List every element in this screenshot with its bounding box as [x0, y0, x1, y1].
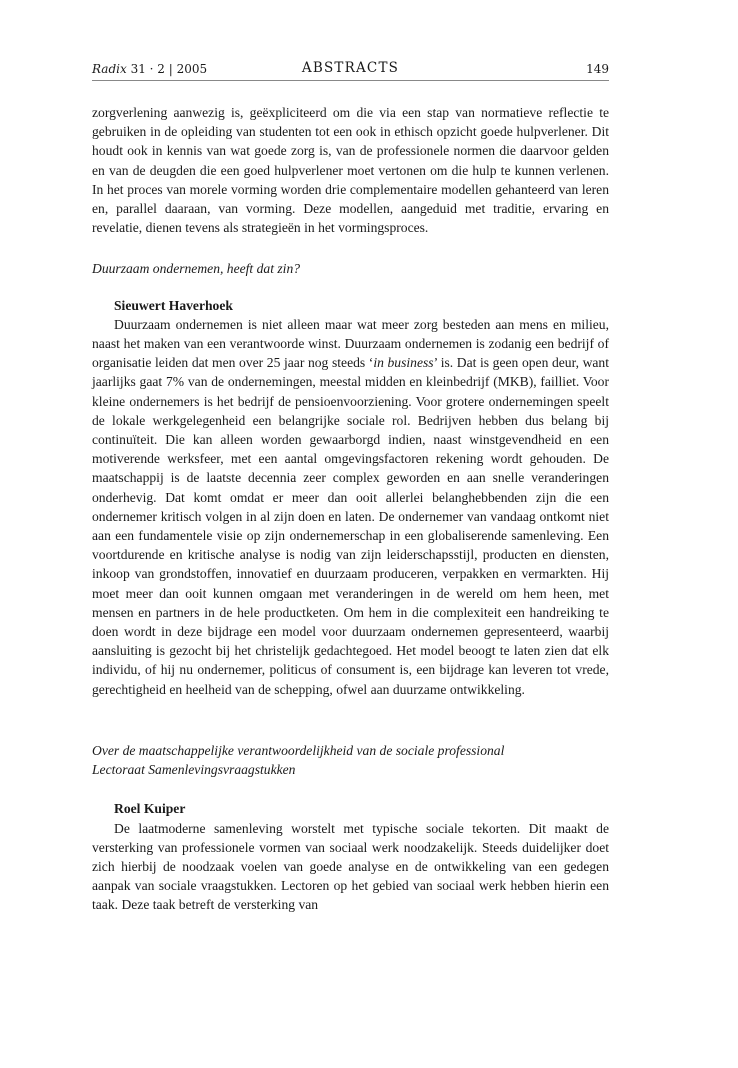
abstract-author-2: Roel Kuiper — [114, 801, 186, 817]
running-header — [92, 62, 609, 81]
page-number: 149 — [586, 62, 609, 76]
abstract-title-2-line-1: Over de maatschappelijke verantwoordelijkheid van de sociale professional — [92, 742, 505, 758]
intro-paragraph: zorgverlening aanwezig is, geëxpliciteerd om die via een stap van normatieve reflectie te gebruiken in de opleiding van studenten tot een ook in ethisch opzicht goede hulpverlener. Dit houdt ook in kennis van wat goede zorg is, van de professionele normen die daarvoor gelden en van de deugden die een goed hulpverlener moet vertonen om die hulp te kunnen verlenen. In het proces van morele vorming worden drie complementaire modellen gehanteerd van leren en, parallel daaraan, van vorming. Deze modellen, aangeduid met traditie, ervaring en revelatie, dienen tevens als strategieën in het vormingsproces. — [92, 105, 609, 236]
journal-name: Radix — [92, 62, 127, 76]
abstract-body-1-part-2: ’ is. Dat is geen open deur, want jaarlijks gaat 7% van de ondernemingen, meestal midden en kleinbedrijf (MKB), failliet. Voor kleine ondernemers is het bedrijf de pensioenvoorziening. Voor grotere ondernemingen speelt de lokale werkgelegenheid een belangrijke sociale rol. Bedrijven hebben dus belang bij continuïteit. Die kan alleen worden gewaarborgd indien, naast winstgevendheid en een motiverende werksfeer, met een aantal omgevingsfactoren rekening wordt gehouden. De maatschappij is de laatste decennia zeer complex geworden en aan snelle veranderingen onderhevig. Dat komt omdat er meer dan ooit allerlei belanghebbenden zijn die een ondernemer kritisch volgen in al zijn doen en laten. De ondernemer van vandaag ontkomt niet aan een fundamentele visie op zijn ondernemerschap in een globaliserende samenleving. Een voortdurende en kritische analyse is nodig van zijn leiderschapsstijl, producten en diensten, inkoop van grondstoffen, innovatief en duurzaam produceren, verpakken en vermarkten. Hij moet meer dan ooit kunnen omgaan met veranderingen in de wereld om hem heen, met mensen en partners in de hele productketen. Om hem in die complexiteit een handreiking te doen wordt in deze bijdrage een model voor duurzaam ondernemen gepresenteerd, waarbij aansluiting is gezocht bij het christelijk gedachtegoed. Het model beoogt te laten zien dat elk individu, of hij nu ondernemer, politicus of consument is, een bijdrage kan leveren tot vrede, gerechtigheid en heelheid van de schepping, ofwel aan duurzame ontwikkeling. — [92, 355, 610, 697]
page-content — [92, 103, 609, 915]
abstract-title-1: Duurzaam ondernemen, heeft dat zin? — [92, 261, 301, 277]
abstract-title-2-line-2: Lectoraat Samenlevingsvraagstukken — [92, 762, 296, 778]
abstract-author-1: Sieuwert Haverhoek — [114, 297, 233, 313]
abstract-body-1 — [92, 315, 609, 699]
abstract-body-1-part-1: Duurzaam ondernemen is niet alleen maar wat meer zorg besteden aan mens en milieu, naast het maken van een verantwoorde winst. Duurzaam ondernemen is zodanig een bedrijf of organisatie leiden dat men over 25 jaar nog steeds ‘ — [92, 316, 609, 371]
journal-issue: 31 · 2 | 2005 — [130, 62, 208, 76]
abstract-body-1-italic: in business — [373, 355, 434, 371]
section-heading: ABSTRACTS — [301, 60, 400, 76]
abstract-body-2: De laatmoderne samenleving worstelt met typische sociale tekorten. Dit maakt de versterking van professionele vormen van sociaal werk noodzakelijk. Steeds duidelijker doet zich hierbij de noodzaak voelen van goede analyse en de ontwikkeling van een gedegen aanpak van sociale vraagstukken. Lectoren op het gebied van sociaal werk hebben hierin een taak. Deze taak betreft de versterking van — [92, 820, 609, 913]
